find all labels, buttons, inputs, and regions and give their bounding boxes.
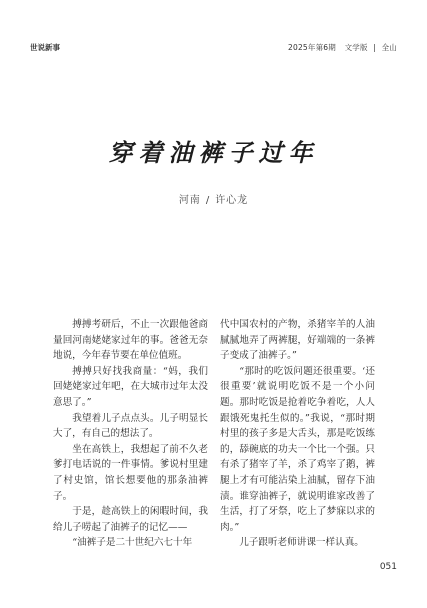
article-title: 穿着油裤子过年	[108, 138, 319, 167]
paragraph: 搏搏只好找我商量：“妈，我们回姥姥家过年吧，在大城市过年太没意思了。”	[53, 365, 208, 408]
paragraph: 儿子跟听老师讲课一样认真。	[239, 537, 364, 549]
paragraph: 坐在高铁上，我想起了前不久老爹打电话说的一件事情。爹说村里建了村史馆，馆长想要他的那条油裤子。	[53, 443, 208, 502]
paragraph-continued: 代中国农村的产物，杀猪宰羊的人油腻腻地弄了两裤腿，好端端的一条裤子变成了油裤子。”	[220, 319, 375, 362]
page-number: 051	[379, 562, 397, 572]
edition-label: 文学版	[344, 43, 368, 52]
running-header	[30, 42, 397, 53]
paragraph: 于是，趁高铁上的闲暇时间，我给儿子唠起了油裤子的记忆——	[53, 506, 208, 533]
body-column-right	[220, 317, 375, 551]
byline: 河南 / 许心龙	[178, 195, 249, 206]
body-column-left	[53, 317, 208, 551]
byline-region: 河南	[178, 195, 201, 206]
issue-number: 2025年第6期	[288, 43, 336, 52]
issue-info: 2025年第6期 文学版 | 全山	[288, 43, 397, 52]
section-label: 全山	[381, 43, 397, 52]
byline-author: 许心龙	[215, 195, 249, 206]
paragraph: “那时的吃饭问题还很重要。‘还很重要’就说明吃饭不是一个小问题。那时吃饭是抢着吃争着吃，人人跟饿死鬼托生似的。”我说，“那时期村里的孩子多是大舌头，那是吃饭练的，舔碗底的功夫一个比一个强。只有杀了猪宰了羊，杀了鸡宰了鹅，裤腿上才有可能沾染上油腻，留存下油渍。谁穿油裤子，就说明谁家改善了生活，打了牙祭，吃上了梦寐以求的肉。”	[220, 365, 375, 533]
paragraph: 搏搏考研后，不止一次跟他爸商量回河南姥姥家过年的事。爸爸无奈地说，今年春节要在单位值班。	[53, 319, 208, 362]
paragraph: 我望着儿子点点头。儿子明显长大了，有自己的想法了。	[53, 412, 208, 440]
paragraph: “油裤子是二十世纪六七十年	[72, 537, 193, 549]
magazine-name: 世说新事	[30, 43, 60, 52]
